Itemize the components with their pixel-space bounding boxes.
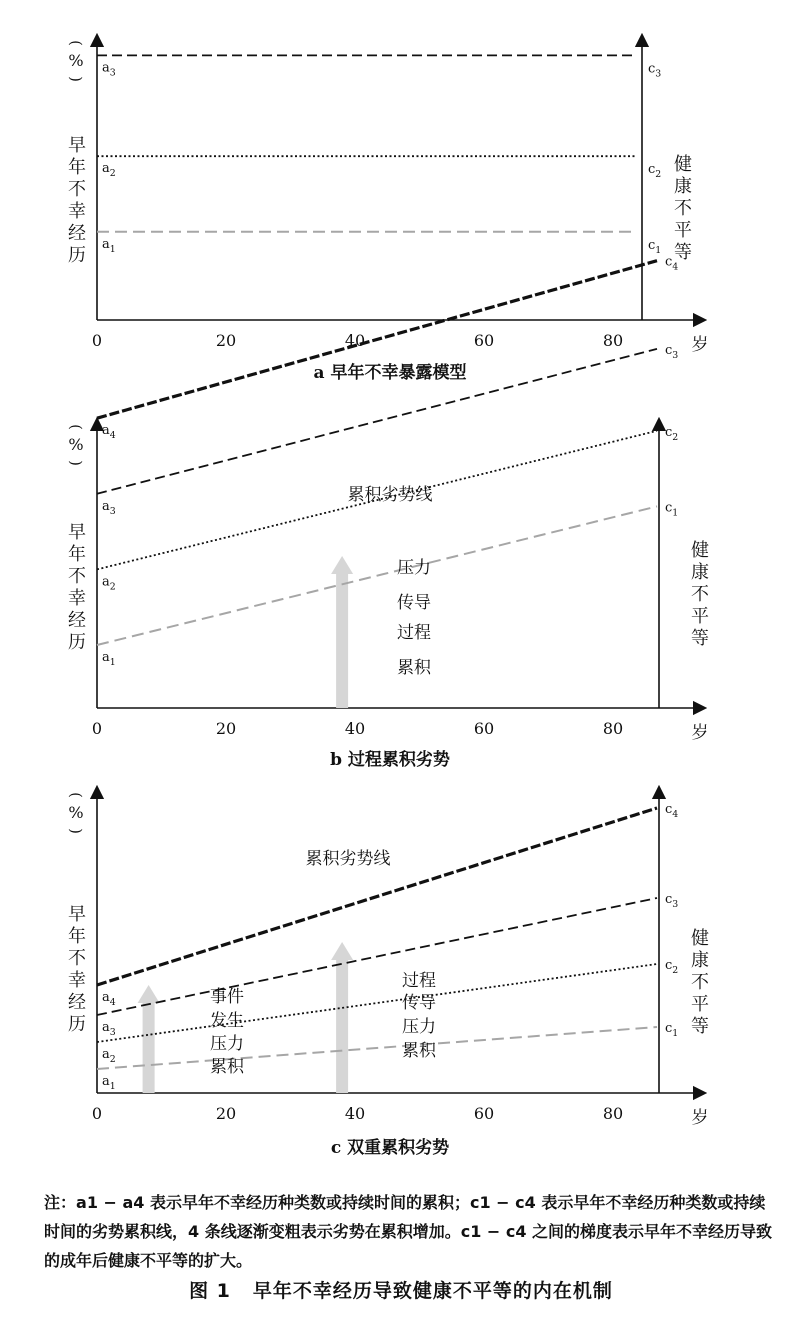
chart-annotation: 累积 [397,658,431,678]
series-end-label-c3: $c_3$ [665,892,679,910]
y-axis-right-title-char: 康 [691,950,709,971]
y-axis-left-title-char: 幸 [68,588,86,609]
y-axis-right-title-char: 健 [691,928,709,949]
series-line-c4 [97,808,657,985]
series-end-label-c4: $c_4$ [665,802,679,820]
chart-annotation: 累积劣势线 [305,849,391,869]
x-axis-label: 岁 [691,1108,709,1128]
y-unit-paren: ) [67,828,85,834]
y-axis-left-title [68,135,86,266]
series-end-label-c4: $c_4$ [665,254,679,273]
series-end-label-c3: $c_3$ [665,342,679,361]
y-axis-left-title-char: 年 [68,544,86,565]
note-prefix: 注： [44,1193,77,1212]
x-axis-label: 岁 [691,723,709,743]
series-start-label-a2: $a_2$ [102,161,116,180]
series-start-label-a2: $a_2$ [102,574,116,593]
series-line-c1 [97,1027,657,1069]
figure-caption [0,1276,802,1303]
y-axis-left-title-char: 不 [68,948,86,969]
x-tick-label: 20 [215,331,237,350]
series-line-c1 [97,506,657,645]
series-line-c2 [97,964,657,1042]
chart-annotation: 发生 [210,1011,244,1031]
series-start-label-a1: $a_1$ [102,236,116,255]
y-axis-right-title-char: 等 [691,1016,709,1037]
process-arrow-shaft [143,1001,155,1093]
series-start-label-a4: $a_4$ [102,990,116,1008]
series-end-label-c2: $c_2$ [665,958,679,976]
y-unit-paren: ( [67,792,85,798]
x-tick-label: 40 [344,331,366,350]
y-axis-left-title-char: 历 [68,245,86,266]
series-end-label-c2: $c_2$ [665,424,679,443]
series-start-label-a1: $a_1$ [102,1074,116,1092]
x-tick-label: 20 [215,719,237,738]
chart-annotation: 压力 [402,1017,436,1037]
y-axis-right-title-char: 平 [691,606,709,627]
y-axis-left-title-char: 幸 [68,201,86,222]
y-axis-left-title-char: 早 [68,135,86,156]
y-axis-left-title-char: 经 [68,223,86,244]
y-axis-left-title-char: 历 [68,1014,86,1035]
x-tick-label: 40 [344,1104,366,1123]
process-arrow-shaft [336,958,348,1093]
y-axis-right-title-char: 健 [674,154,692,175]
x-tick-label: 80 [602,331,624,350]
x-axis-label: 岁 [691,335,709,355]
caption-title: 早年不幸经历导致健康不平等的内在机制 [252,1280,613,1302]
y-axis-left-title-char: 年 [68,157,86,178]
y-axis-right-title-char: 不 [691,972,709,993]
y-axis-left-title-char: 幸 [68,970,86,991]
series-end-label-c1: $c_1$ [648,237,662,256]
chart-annotation: 传导 [397,593,431,613]
chart-annotation: 累积 [210,1057,244,1077]
y-axis-left-title [68,522,86,653]
process-arrow-head [331,556,353,574]
y-axis-left-title [68,904,86,1035]
y-axis-left-title-char: 早 [68,522,86,543]
note-text: a1 − a4 表示早年不幸经历种类数或持续时间的累积；c1 − c4 表示早年不幸经历种类数或持续时间的劣势累积线，4 条线逐渐变粗表示劣势在累积增加。c1 − c4 之间的梯度表示早年不幸经历导致的成年后健康不平等的扩大。 [44,1193,773,1270]
chart-annotation: 压力 [397,558,431,578]
x-tick-label: 40 [344,719,366,738]
y-axis-right-title-char: 康 [674,176,692,197]
series-start-label-a3: $a_3$ [102,498,116,517]
caption-number: 图 1 [189,1280,231,1302]
y-axis-right-title [691,928,709,1037]
y-unit-paren: ) [67,76,85,82]
y-unit-label: % [68,51,84,70]
x-tick-label: 0 [91,331,103,350]
y-axis-left-title-char: 经 [68,992,86,1013]
chart-annotation: 过程 [402,971,436,991]
y-axis-right-title-char: 等 [691,628,709,649]
series-end-label-c3: $c_3$ [648,61,662,80]
x-tick-label: 60 [473,1104,495,1123]
y-axis-right-title [691,540,709,649]
series-end-label-c2: $c_2$ [648,162,662,181]
y-axis-left-title-char: 不 [68,566,86,587]
chart-panel-c [67,792,709,1158]
series-end-label-c1: $c_1$ [665,1021,679,1039]
series-start-label-a3: $a_3$ [102,60,116,79]
x-tick-label: 60 [473,719,495,738]
chart-annotation: 事件 [210,987,244,1007]
y-axis-right-title-char: 平 [691,994,709,1015]
chart-title: c 双重累积劣势 [330,1138,450,1158]
chart-annotation: 压力 [210,1034,244,1054]
y-unit-label: % [68,803,84,822]
y-axis-right-title-char: 等 [674,242,692,263]
y-axis-left-title-char: 历 [68,632,86,653]
series-line-c4 [97,261,657,419]
y-axis-right-title-char: 康 [691,562,709,583]
chart-panel-a [67,0,709,383]
x-tick-label: 0 [91,719,103,738]
process-arrow-shaft [336,572,348,708]
y-unit-paren: ) [67,460,85,466]
y-axis-left-title-char: 年 [68,926,86,947]
series-start-label-a1: $a_1$ [102,650,116,668]
series-end-label-c1: $c_1$ [665,500,679,519]
y-axis-left-title-char: 早 [68,904,86,925]
x-tick-label: 0 [91,1104,103,1123]
chart-annotation: 累积劣势线 [347,485,433,505]
y-unit-paren: ( [67,40,85,46]
y-unit-paren: ( [67,424,85,430]
series-start-label-a4: $a_4$ [102,423,116,442]
series-line-c3 [97,898,657,1015]
chart-title: b 过程累积劣势 [330,750,450,770]
x-tick-label: 80 [602,1104,624,1123]
x-tick-label: 60 [473,331,495,350]
y-axis-left-title-char: 经 [68,610,86,631]
y-axis-right-title [674,154,692,263]
y-unit-label: % [68,435,84,454]
series-start-label-a3: $a_3$ [102,1020,116,1038]
y-axis-right-title-char: 不 [691,584,709,605]
chart-title: a 早年不幸暴露模型 [313,363,467,383]
chart-annotation: 过程 [397,623,431,643]
process-arrow-head [138,985,160,1003]
x-tick-label: 80 [602,719,624,738]
process-arrow-head [331,942,353,960]
series-start-label-a2: $a_2$ [102,1047,116,1065]
chart-annotation: 累积 [402,1041,436,1061]
y-axis-right-title-char: 健 [691,540,709,561]
y-axis-left-title-char: 不 [68,179,86,200]
chart-annotation: 传导 [402,993,436,1013]
y-axis-right-title-char: 平 [674,220,692,241]
figure-note [44,1188,774,1275]
y-axis-right-title-char: 不 [674,198,692,219]
x-tick-label: 20 [215,1104,237,1123]
